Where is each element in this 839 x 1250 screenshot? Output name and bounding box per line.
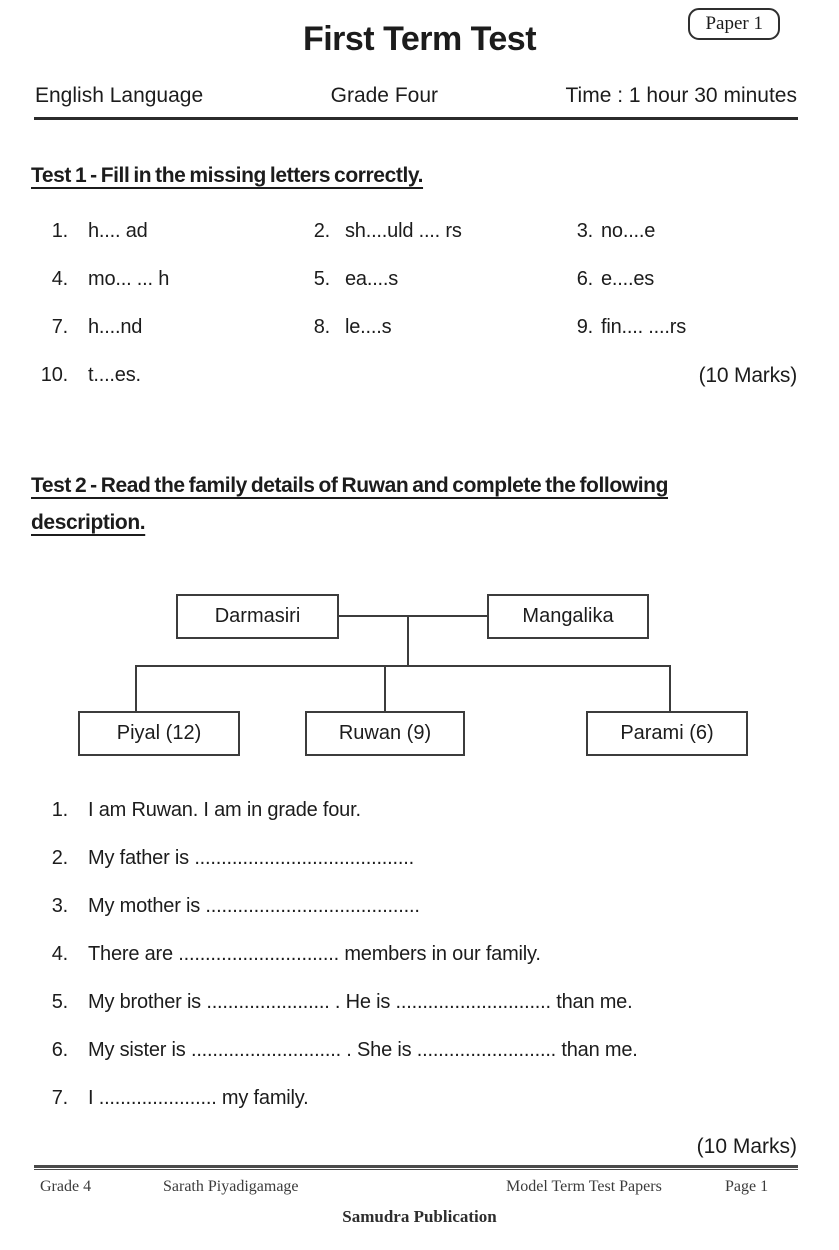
item-number: 1. [51,799,68,821]
test2-item-6 [35,1039,797,1087]
test2-heading-line1: Test 2 - Read the family details of Ruwan and complete the following [31,474,669,497]
test1-item-4 [35,268,300,316]
item-number: 5. [51,991,68,1013]
test2-heading-line2: description. [31,511,146,534]
test1-item-7 [35,316,300,364]
child-name-box-ruwan: Ruwan (9) [305,711,465,756]
test1-item-8 [300,316,568,364]
tree-right-drop-line [669,665,671,711]
item-number: 7. [51,1087,68,1109]
footer-divider-thick-line [34,1165,798,1168]
child-name-box-piyal: Piyal (12) [78,711,240,756]
page-title: First Term Test [302,20,537,58]
item-text: I am Ruwan. I am in grade four. [88,799,361,821]
item-text: sh....uld .... rs [345,220,462,242]
item-text: h.... ad [88,220,148,242]
subject-label: English Language [35,84,204,107]
father-name-box: Darmasiri [176,594,339,639]
test1-item-1 [35,220,300,268]
item-text: h....nd [88,316,143,338]
item-number: 9. [576,316,593,338]
test2-marks: (10 Marks) [696,1135,797,1158]
item-text: ea....s [345,268,399,290]
item-number: 8. [313,316,330,338]
test1-items-grid [35,220,797,364]
item-number: 5. [313,268,330,290]
test2-item-3 [35,895,797,943]
tree-distribution-line [135,665,671,667]
test1-item-5 [300,268,568,316]
item-text: le....s [345,316,392,338]
test1-marks: (10 Marks) [698,364,797,387]
test2-item-5 [35,991,797,1039]
tree-couple-line [339,615,487,617]
item-number: 10. [40,364,68,386]
test1-item-10 [35,364,141,387]
item-number: 6. [51,1039,68,1061]
footer-publisher: Samudra Publication [342,1207,497,1226]
test2-heading [31,467,806,541]
test2-sentence-list [35,799,797,1135]
item-text: There are .............................. members in our family. [88,943,541,965]
test2-item-2 [35,847,797,895]
footer-info-row [0,1178,839,1200]
test2-item-7 [35,1087,797,1135]
item-number: 3. [576,220,593,242]
footer-page-number: Page 1 [725,1178,769,1195]
tree-center-drop-line [384,665,386,711]
item-text: mo... ... h [88,268,170,290]
item-text: My sister is ............................ . She is .......................... than me. [88,1039,638,1061]
test1-item-2 [300,220,568,268]
footer-grade: Grade 4 [40,1178,92,1195]
item-number: 4. [51,268,68,290]
item-number: 2. [51,847,68,869]
footer-author: Sarath Piyadigamage [163,1178,299,1195]
page-footer [0,1165,839,1227]
item-number: 2. [313,220,330,242]
footer-divider [34,1165,798,1170]
footer-divider-thin-line [34,1169,798,1170]
item-number: 1. [51,220,68,242]
test1-item-3 [568,220,797,268]
item-text: I ...................... my family. [88,1087,309,1109]
header-divider [34,117,798,120]
test1-heading: Test 1 - Fill in the missing letters correctly. [31,164,424,187]
item-number: 3. [51,895,68,917]
grade-label: Grade Four [330,84,439,107]
family-tree-diagram [0,591,839,759]
item-text: fin.... ....rs [601,316,686,338]
test2-item-4 [35,943,797,991]
test1-last-row [35,364,797,412]
item-text: My father is ......................................... [88,847,414,869]
item-text: no....e [601,220,656,242]
item-number: 6. [576,268,593,290]
header-meta-row [35,84,797,108]
tree-left-drop-line [135,665,137,711]
time-label: Time : 1 hour 30 minutes [565,84,797,107]
item-number: 7. [51,316,68,338]
footer-series: Model Term Test Papers [506,1178,662,1195]
child-name-box-parami: Parami (6) [586,711,748,756]
item-text: e....es [601,268,655,290]
item-text: t....es. [88,364,141,386]
item-text: My brother is ....................... . He is ............................. than me. [88,991,633,1013]
tree-middle-drop-line [407,617,409,665]
paper-number-badge: Paper 1 [688,8,780,40]
item-text: My mother is ........................................ [88,895,420,917]
test1-item-6 [568,268,797,316]
mother-name-box: Mangalika [487,594,649,639]
test2-item-1 [35,799,797,847]
item-number: 4. [51,943,68,965]
test1-item-9 [568,316,797,364]
